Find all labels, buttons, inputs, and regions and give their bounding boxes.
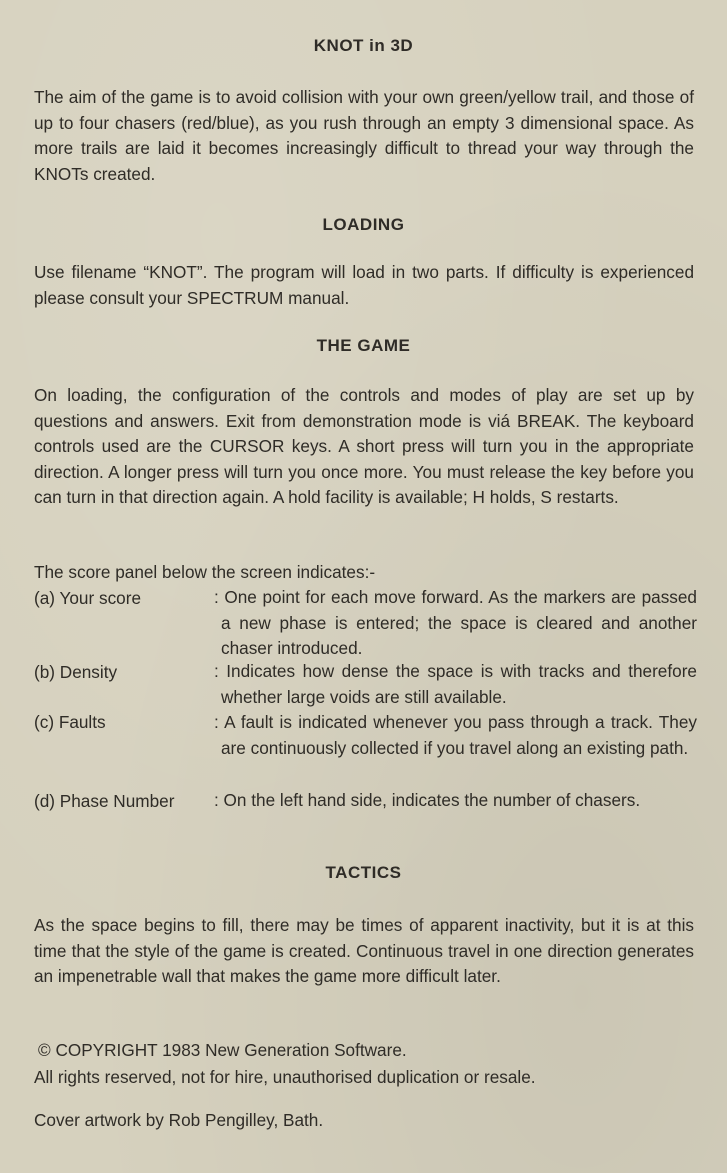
tactics-paragraph: As the space begins to fill, there may be times of apparent inactivity, but it is at this time that the style of the game is created. Continuous travel in one direction generates an impenetrable wall that makes the game more difficult later. (34, 915, 694, 987)
score-item-description: : One point for each move forward. As the markers are passed a new phase is entered; the space is cleared and another chaser introduced. (214, 587, 697, 659)
game-paragraph: On loading, the configuration of the controls and modes of play are set up by questions and answers. Exit from demonstration mode is viá BREAK. The keyboard controls used are the CURSOR keys. A short press will turn you in the appropriate direction. A longer press will turn you once more. You must release the key before you can turn in that direction again. A hold facility is available; H holds, S restarts. (34, 385, 694, 508)
score-item-label: (a) Your score (34, 588, 142, 608)
score-panel-intro: The score panel below the screen indicates:- (34, 562, 376, 582)
score-item-label: (c) Faults (34, 712, 106, 732)
tactics-heading: TACTICS (325, 863, 402, 882)
loading-heading: LOADING (322, 215, 405, 234)
loading-paragraph: Use filename “KNOT”. The program will load in two parts. If difficulty is experienced please consult your SPECTRUM manual. (34, 262, 694, 308)
score-item-description: : A fault is indicated whenever you pass through a track. They are continuously collected if you travel along an existing path. (214, 712, 697, 758)
page-title: KNOT in 3D (313, 36, 414, 55)
intro-paragraph: The aim of the game is to avoid collision with your own green/yellow trail, and those of up to four chasers (red/blue), as you rush through an empty 3 dimensional space. As more trails are laid it becomes increasingly difficult to thread your way through the KNOTs created. (34, 87, 694, 184)
score-item-description: : Indicates how dense the space is with tracks and therefore whether large voids are still available. (214, 661, 697, 707)
artwork-credit: Cover artwork by Rob Pengilley, Bath. (34, 1110, 324, 1130)
score-item-description: : On the left hand side, indicates the number of chasers. (214, 790, 641, 810)
game-heading: THE GAME (316, 336, 411, 355)
rights-line: All rights reserved, not for hire, unauthorised duplication or resale. (34, 1067, 536, 1087)
score-item-label: (d) Phase Number (34, 791, 175, 811)
score-item-label: (b) Density (34, 662, 118, 682)
copyright-line: © COPYRIGHT 1983 New Generation Software. (38, 1040, 407, 1060)
